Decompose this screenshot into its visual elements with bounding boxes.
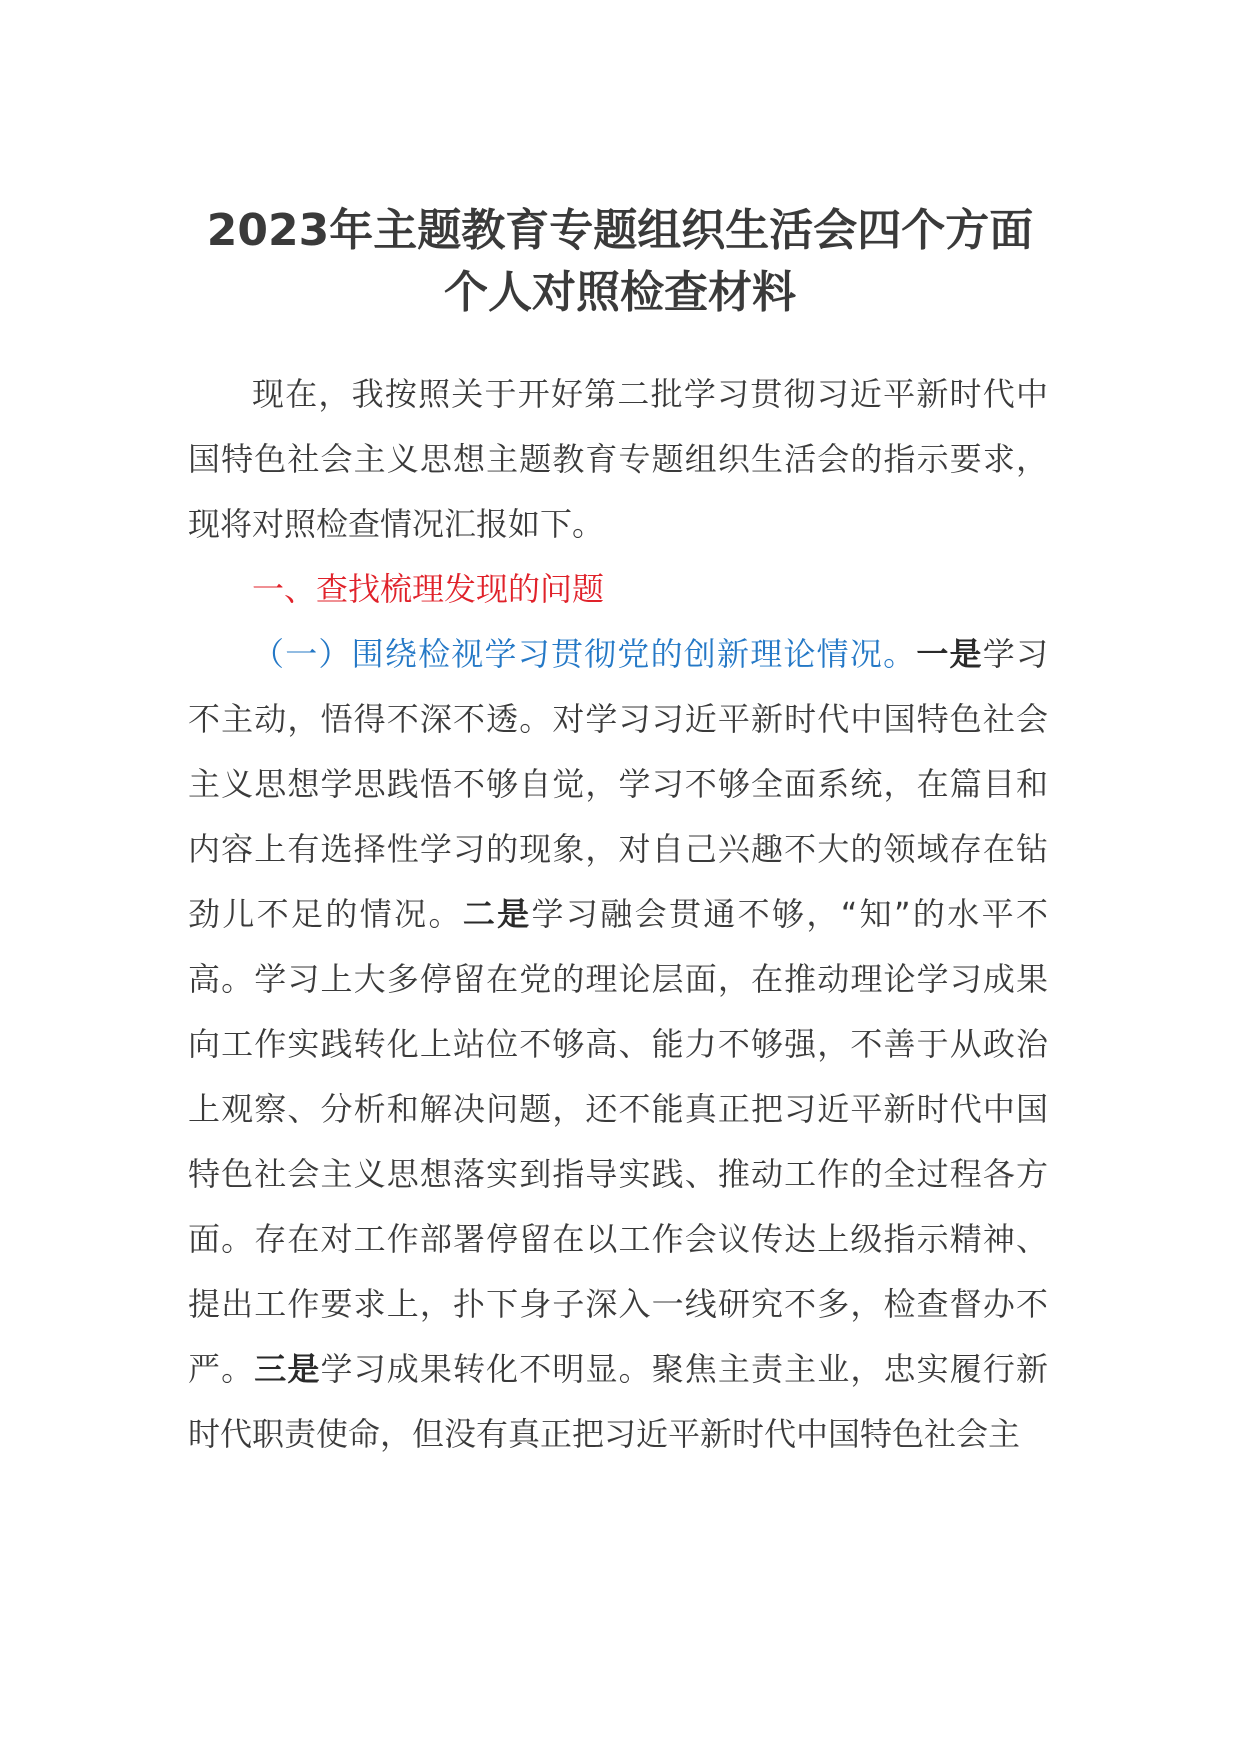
intro-paragraph: 现在，我按照关于开好第二批学习贯彻习近平新时代中国特色社会主义思想主题教育专题组织生活会的指示要求，现将对照检查情况汇报如下。 (188, 375, 1048, 543)
title-line-1: 2023年主题教育专题组织生活会四个方面 (206, 205, 1034, 256)
document-body (188, 362, 1048, 1467)
point-3-text: 学习成果转化不明显。聚焦主责主业，忠实履行新时代职责使命，但没有真正把习近平新时代中国特色社会主 (188, 1350, 1048, 1453)
point-1-text: 学习不主动，悟得不深不透。对学习习近平新时代中国特色社会主义思想学思践悟不够自觉，学习不够全面系统，在篇目和内容上有选择性学习的现象，对自己兴趣不大的领域存在钻劲儿不足的情况。 (188, 635, 1048, 933)
point-2-text: 学习融会贯通不够，“知”的水平不高。学习上大多停留在党的理论层面，在推动理论学习成果向工作实践转化上站位不够高、能力不够强，不善于从政治上观察、分析和解决问题，还不能真正把习近平新时代中国特色社会主义思想落实到指导实践、推动工作的全过程各方面。存在对工作部署停留在以工作会议传达上级指示精神、提出工作要求上，扑下身子深入一线研究不多，检查督办不严。 (188, 895, 1048, 1388)
point-1-label: 一是 (916, 635, 983, 673)
point-2-label: 二是 (462, 895, 532, 933)
point-3-label: 三是 (254, 1350, 321, 1388)
subsection-paragraph (188, 622, 1048, 1467)
section-heading-1: 一、查找梳理发现的问题 (252, 570, 605, 608)
document-title (150, 200, 1090, 324)
subsection-heading-1: （一）围绕检视学习贯彻党的创新理论情况。 (252, 635, 917, 673)
title-line-2: 个人对照检查材料 (444, 267, 796, 318)
